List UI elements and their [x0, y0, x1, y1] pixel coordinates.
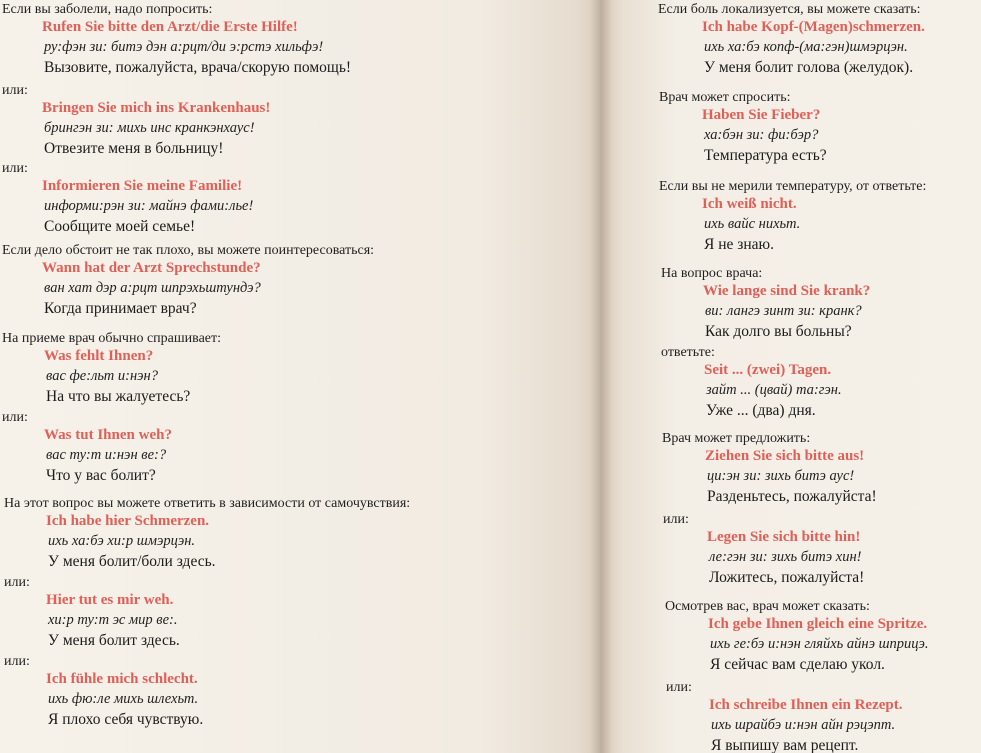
- right-phrase-2-russian: Температура есть?: [704, 147, 827, 164]
- right-phrase-4-german: Wie lange sind Sie krank?: [703, 283, 871, 299]
- left-phrase-1-russian: Вызовите, пожалуйста, врача/скорую помощь!: [44, 59, 352, 76]
- right-phrase-4-russian: Как долго вы больны?: [705, 323, 852, 340]
- left-phrase-1-german: Rufen Sie bitte den Arzt/die Erste Hilfe!: [42, 19, 298, 35]
- left-phrase-6-german: Was tut Ihnen weh?: [44, 427, 172, 443]
- left-phrase-3-intro: или:: [2, 161, 28, 176]
- right-phrase-2-transcription: ха:бэн зи: фи:бэр?: [704, 127, 819, 143]
- right-phrase-5-transcription: зайт ... (цвай) та:гэн.: [706, 382, 842, 398]
- right-phrase-1-russian: У меня болит голова (желудок).: [704, 59, 914, 76]
- left-phrase-4-german: Wann hat der Arzt Sprechstunde?: [42, 260, 261, 276]
- right-phrase-2-german: Haben Sie Fieber?: [702, 107, 821, 123]
- left-phrase-6-intro: или:: [2, 410, 28, 425]
- left-phrase-7-german: Ich habe hier Schmerzen.: [46, 513, 210, 529]
- right-phrase-8-german: Ich gebe Ihnen gleich eine Spritze.: [708, 616, 928, 632]
- right-phrase-1-transcription: ихь ха:бэ копф-(ма:гэн)шмэрцэн.: [704, 39, 908, 55]
- right-phrase-4-transcription: ви: лангэ зинт зи: кранк?: [705, 303, 862, 319]
- left-phrase-6-russian: Что у вас болит?: [46, 467, 156, 484]
- right-phrase-3-intro: Если вы не мерили температуру, от ответьте:: [659, 179, 927, 194]
- right-phrase-6-intro: Врач может предложить:: [662, 431, 811, 446]
- right-phrase-3-german: Ich weiß nicht.: [702, 196, 797, 212]
- right-phrase-9-intro: или:: [666, 680, 692, 695]
- left-phrase-2-russian: Отвезите меня в больницу!: [44, 140, 224, 157]
- right-phrase-6-transcription: ци:эн зи: зихь битэ аус!: [707, 468, 855, 484]
- left-phrase-5-russian: На что вы жалуетесь?: [46, 388, 191, 405]
- book-gutter: [590, 0, 612, 753]
- right-phrase-8-transcription: ихь ге:бэ и:нэн гляйхь айнэ шприцэ.: [710, 636, 929, 652]
- right-phrase-9-russian: Я выпишу вам рецепт.: [711, 737, 859, 753]
- right-phrase-8-russian: Я сейчас вам сделаю укол.: [710, 656, 885, 673]
- left-phrase-4-intro: Если дело обстоит не так плохо, вы можете поинтересоваться:: [2, 243, 375, 258]
- right-phrase-1-german: Ich habe Kopf-(Magen)schmerzen.: [702, 19, 925, 35]
- left-phrase-2-german: Bringen Sie mich ins Krankenhaus!: [42, 100, 271, 116]
- left-phrase-2-intro: или:: [2, 83, 28, 98]
- left-phrase-5-transcription: вас фе:льт и:нэн?: [46, 368, 158, 384]
- right-phrase-7-transcription: ле:гэн зи: зихь битэ хин!: [709, 549, 862, 565]
- left-phrase-5-intro: На приеме врач обычно спрашивает:: [2, 331, 222, 346]
- right-phrase-5-russian: Уже ... (два) дня.: [706, 402, 816, 419]
- left-phrase-4-russian: Когда принимает врач?: [44, 300, 197, 317]
- left-phrase-6-transcription: вас ту:т и:нэн ве:?: [46, 447, 167, 463]
- right-phrase-7-russian: Ложитесь, пожалуйста!: [709, 569, 865, 586]
- right-phrase-7-german: Legen Sie sich bitte hin!: [707, 529, 861, 545]
- left-phrase-8-intro: или:: [4, 575, 30, 590]
- right-phrase-3-russian: Я не знаю.: [704, 236, 775, 253]
- left-phrase-8-german: Hier tut es mir weh.: [46, 592, 174, 608]
- left-phrase-7-intro: На этот вопрос вы можете ответить в зависимости от самочувствия:: [4, 496, 411, 511]
- right-phrase-6-russian: Разденьтесь, пожалуйста!: [707, 488, 877, 505]
- left-phrase-7-transcription: ихь ха:бэ хи:р шмэрцэн.: [48, 533, 196, 549]
- right-phrase-9-german: Ich schreibe Ihnen ein Rezept.: [709, 697, 903, 713]
- right-phrase-5-intro: ответьте:: [661, 345, 715, 360]
- right-phrase-3-transcription: ихь вайс нихьт.: [704, 216, 801, 232]
- left-phrase-2-transcription: брингэн зи: михь инс кранкэнхаус!: [44, 120, 255, 136]
- left-phrase-1-transcription: ру:фэн зи: битэ дэн а:рцт/ди э:рстэ хильфэ!: [44, 39, 324, 55]
- left-phrase-5-german: Was fehlt Ihnen?: [44, 348, 154, 364]
- left-phrase-8-russian: У меня болит здесь.: [48, 632, 180, 649]
- right-phrase-5-german: Seit ... (zwei) Tagen.: [704, 362, 832, 378]
- right-phrase-1-intro: Если боль локализуется, вы можете сказать:: [658, 2, 921, 17]
- left-phrase-9-russian: Я плохо себя чувствую.: [48, 711, 204, 728]
- left-phrase-1-intro: Если вы заболели, надо попросить:: [2, 2, 213, 17]
- left-phrase-9-intro: или:: [4, 654, 30, 669]
- left-phrase-7-russian: У меня болит/боли здесь.: [48, 553, 216, 570]
- right-phrase-9-transcription: ихь шрайбэ и:нэн айн рэцэпт.: [711, 717, 896, 733]
- left-phrase-3-russian: Сообщите моей семье!: [44, 218, 196, 235]
- left-phrase-8-transcription: хи:р ту:т эс мир ве:.: [48, 612, 178, 628]
- right-phrase-4-intro: На вопрос врача:: [661, 266, 763, 281]
- right-phrase-8-intro: Осмотрев вас, врач может сказать:: [665, 599, 870, 614]
- right-phrase-6-german: Ziehen Sie sich bitte aus!: [705, 448, 865, 464]
- left-phrase-9-transcription: ихь фю:ле михь шлехьт.: [48, 691, 199, 707]
- right-phrase-7-intro: или:: [663, 512, 689, 527]
- right-phrase-2-intro: Врач может спросить:: [659, 90, 791, 105]
- left-phrase-3-transcription: информи:рэн зи: майнэ фами:лье!: [44, 198, 254, 214]
- left-phrase-3-german: Informieren Sie meine Familie!: [42, 178, 243, 194]
- right-page: [600, 0, 981, 753]
- left-phrase-4-transcription: ван хат дэр а:рцт шпрэхьштундэ?: [44, 280, 261, 296]
- left-phrase-9-german: Ich fühle mich schlecht.: [46, 671, 198, 687]
